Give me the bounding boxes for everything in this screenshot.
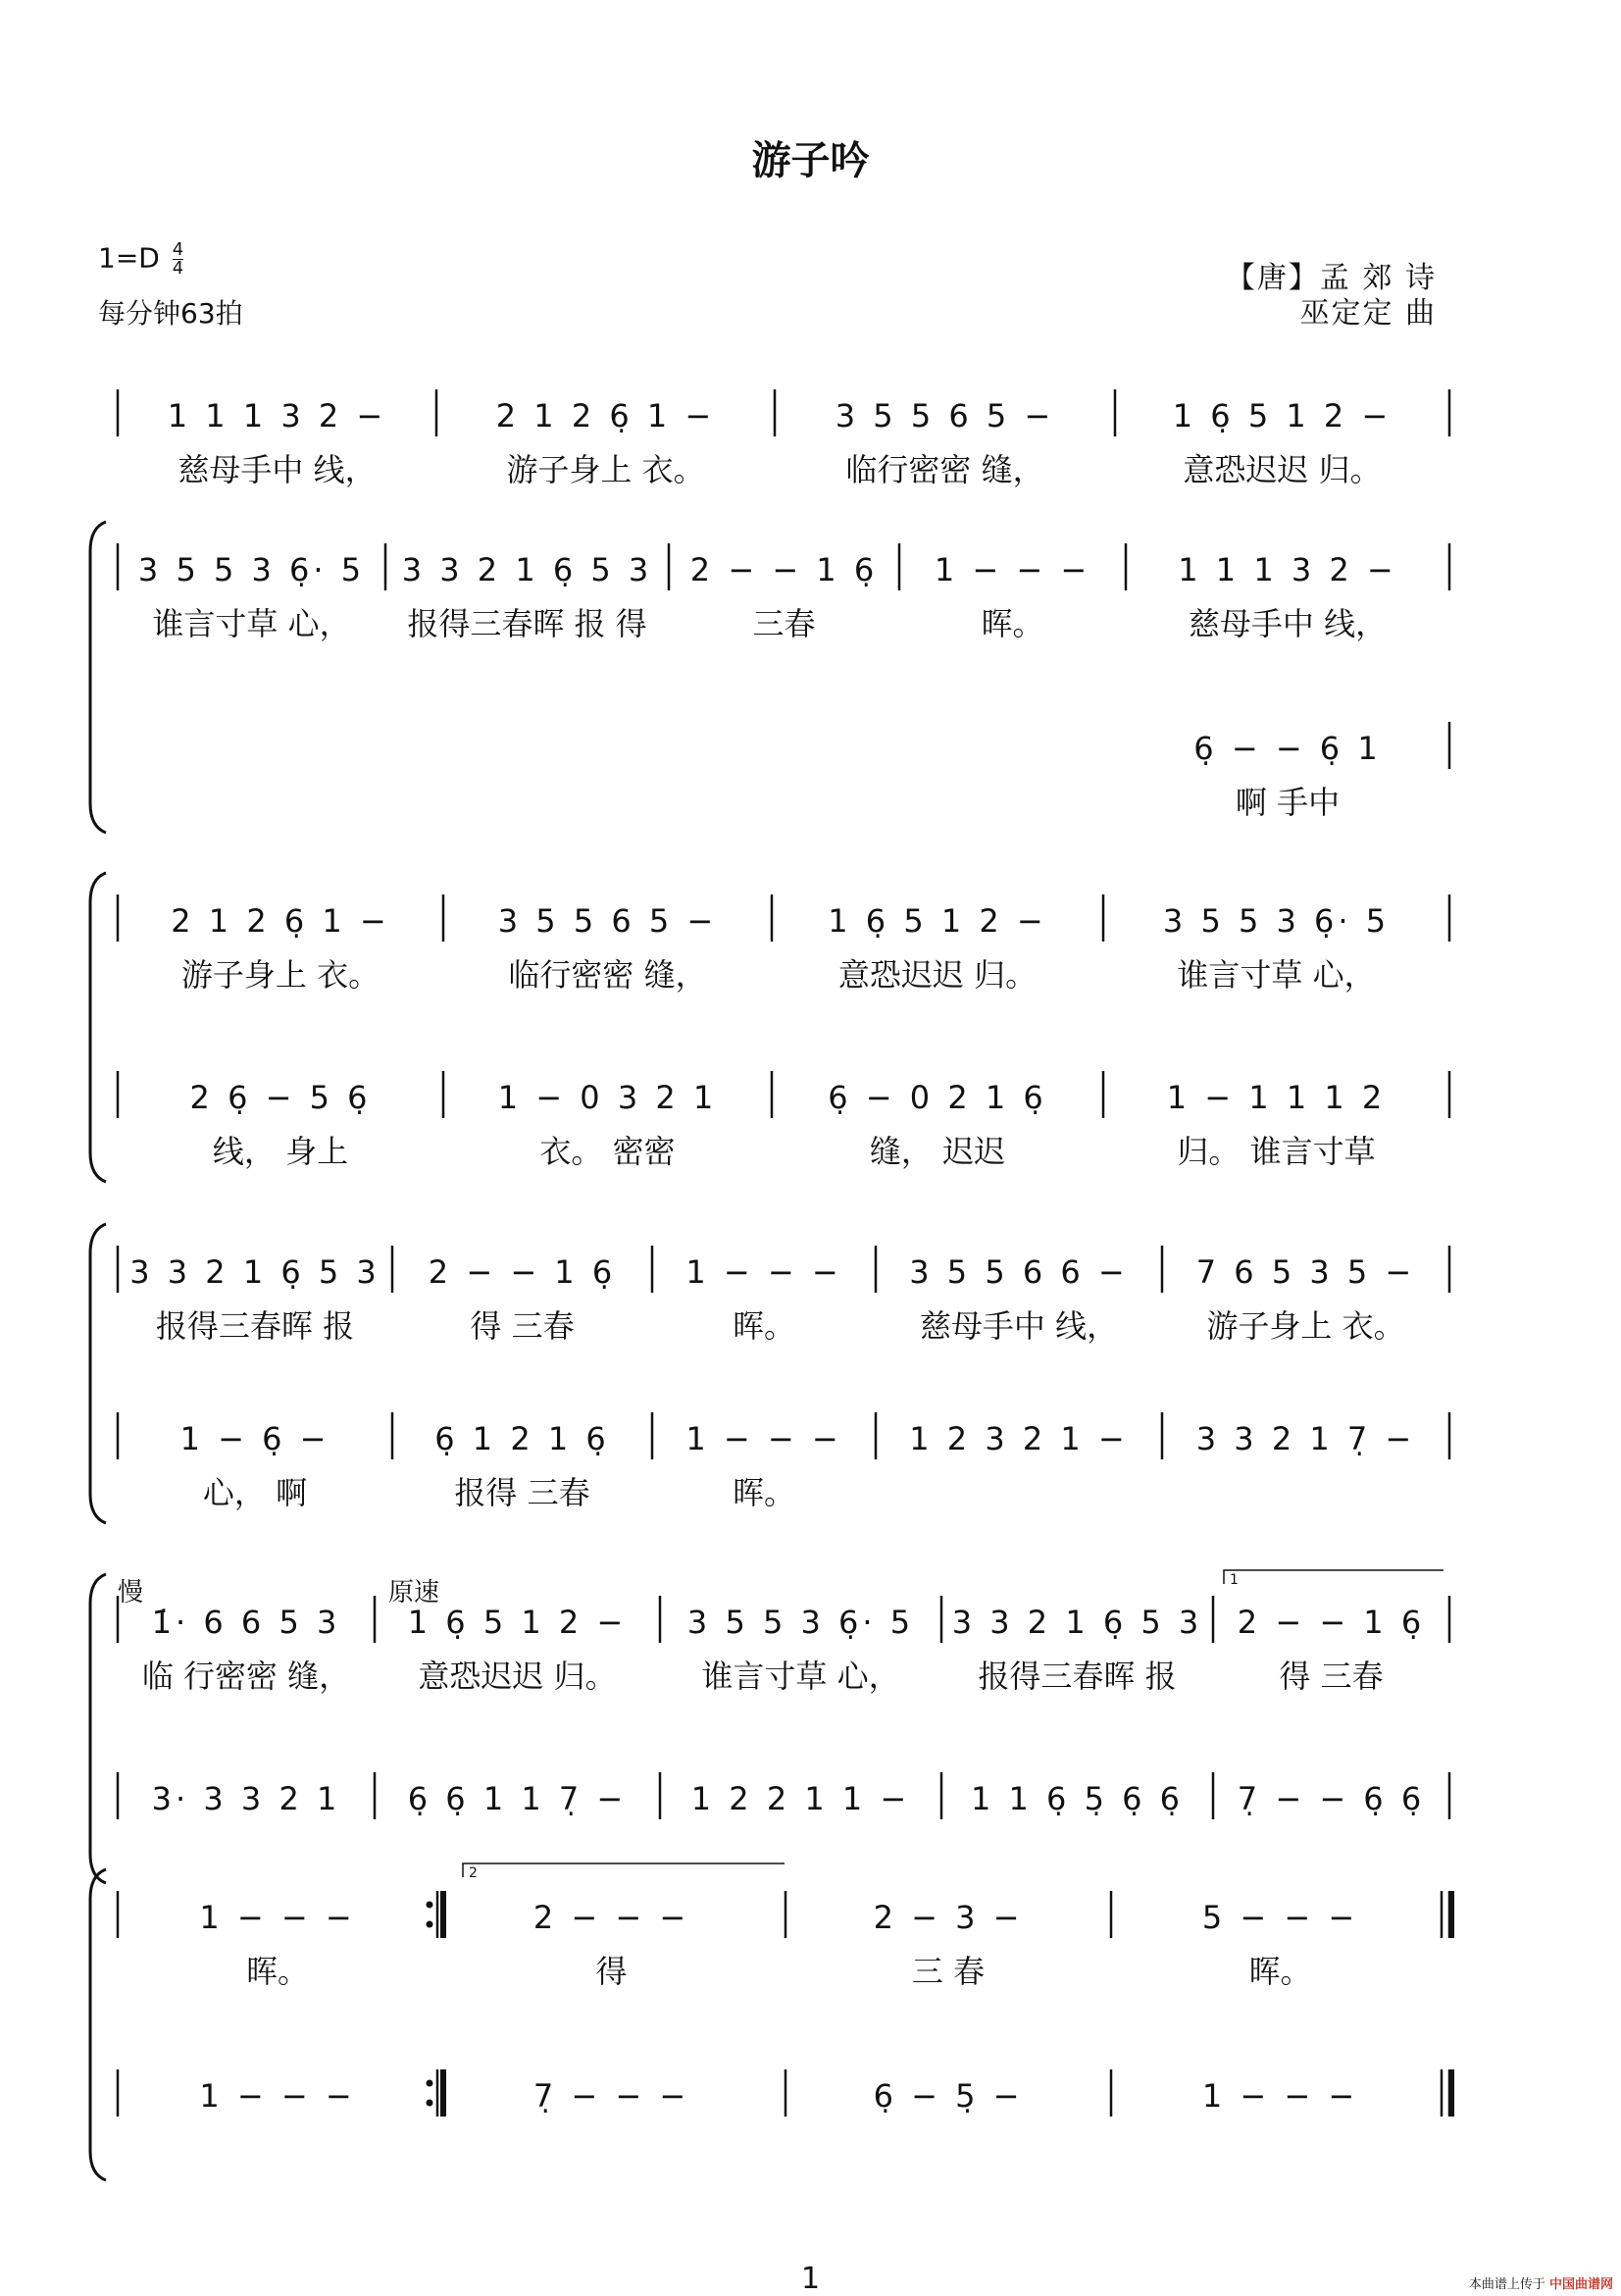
measure-notes: 6̣ 6̣ 1 1 7̣ −	[407, 1780, 628, 1817]
measure-notes: 7 6 5 3 5 −	[1195, 1253, 1416, 1291]
lyric-text: 临 行密密 缝，	[141, 1658, 351, 1695]
poet-attribution: 【唐】孟 郊 诗	[1225, 261, 1437, 295]
volta-ending-2	[463, 1863, 785, 1877]
lyric-text: 晖。	[732, 1474, 796, 1511]
measure-notes: 2 1 2 6̣ 1 −	[495, 397, 716, 434]
upload-footer	[1469, 2273, 1613, 2292]
system-bracket	[90, 873, 106, 1182]
measure-notes: 3 5 5 3 6̣· 5	[1162, 902, 1391, 940]
measure-notes: 3 3 2 1 6̣ 5 3	[951, 1604, 1203, 1641]
measure-notes: 1 − − −	[934, 551, 1091, 588]
footer-text: 本曲谱上传于	[1468, 2277, 1545, 2292]
measure-notes: 3 5 5 3 6̣· 5	[686, 1604, 915, 1641]
key-label: 1=D	[98, 241, 160, 275]
lyric-text: 三 春	[911, 1953, 986, 1990]
lyric-text: 报得三春晖 报	[978, 1658, 1177, 1695]
lyric-text: 晖。	[732, 1307, 796, 1345]
measure-notes: 6̣ − 5̣ −	[873, 2077, 1024, 2115]
slow-tempo-mark: 慢	[118, 1578, 144, 1607]
repeat-dot	[427, 2100, 433, 2107]
lyric-text: 报得三春晖 报	[155, 1307, 355, 1345]
measure-notes: 1 − − −	[199, 2077, 356, 2115]
system-bracket	[90, 1869, 106, 2180]
lyric-text: 谁言寸草 心，	[701, 1658, 900, 1695]
composer-attribution: 巫定定 曲	[1299, 296, 1437, 331]
measure-notes: 1 − 6̣ −	[179, 1420, 330, 1457]
measure-notes: 1 − 1 1 1 2	[1166, 1079, 1387, 1116]
measure-notes: 3· 3 3 2 1	[151, 1780, 341, 1817]
lyric-text: 游子身上 衣。	[180, 956, 380, 994]
lyric-text: 临行密密 缝，	[845, 451, 1044, 488]
measure-notes: 2 6̣ − 5 6̣	[189, 1079, 372, 1116]
lyric-text: 晖。	[245, 1953, 310, 1990]
measure-notes: 6̣ − − 6̣ 1	[1193, 730, 1382, 767]
time-signature-denominator: 4	[172, 258, 184, 279]
measure-notes: 2 − − 1 6̣	[689, 551, 879, 588]
measure-notes: 1 − − −	[1201, 2077, 1359, 2115]
measure-notes: 3 5 5 6 5 −	[835, 397, 1055, 434]
volta-ending-2-label: 2	[469, 1865, 478, 1881]
song-title: 游子吟	[751, 138, 870, 183]
lyric-text: 慈母手中 线，	[177, 451, 377, 488]
lyric-text: 得 三春	[470, 1307, 575, 1345]
measure-notes: 1 1 6̣ 5̣ 6̣ 6̣	[970, 1780, 1185, 1817]
repeat-dot	[427, 1902, 433, 1909]
system-bracket	[90, 522, 106, 833]
lyric-text: 谁言寸草 心，	[1177, 956, 1376, 994]
original-tempo-mark: 原速	[388, 1578, 440, 1607]
measure-notes: 5 − − −	[1201, 1899, 1359, 1936]
measure-notes: 1 − − −	[685, 1420, 842, 1457]
lyric-text: 归。 谁言寸草	[1177, 1133, 1376, 1170]
measure-notes: 3 5 5 6 5 −	[497, 902, 718, 940]
footer-brand: 中国曲谱网	[1548, 2277, 1613, 2292]
lyric-text: 得 三春	[1279, 1658, 1384, 1695]
measure-notes: 1 − − −	[199, 1899, 356, 1936]
system-bracket	[90, 1224, 106, 1523]
lyric-text: 啊 手中	[1235, 784, 1341, 821]
lyric-text: 意恐迟迟 归。	[418, 1658, 617, 1695]
measure-notes: 2 1 2 6̣ 1 −	[171, 902, 390, 940]
measure-notes: 7̣ − − −	[532, 2077, 690, 2115]
lyric-text: 三春	[752, 605, 816, 642]
measure-notes: 1 2 2 1 1 −	[690, 1780, 911, 1817]
lyric-text: 临行密密 缝，	[508, 956, 707, 994]
lyric-text: 谁言寸草 心，	[152, 605, 351, 642]
measure-notes: 3 5 5 3 6̣· 5	[137, 551, 366, 588]
lyric-text: 晖。	[981, 605, 1044, 642]
system-bracket	[90, 1574, 106, 1883]
volta-ending-1	[1224, 1570, 1444, 1584]
tempo-marking: 每分钟63拍	[98, 297, 243, 330]
measure-notes: 1 − − −	[685, 1253, 842, 1291]
lyric-text: 得	[595, 1953, 628, 1990]
lyric-text: 游子身上 衣。	[506, 451, 705, 488]
measure-notes: 1 6̣ 5 1 2 −	[407, 1604, 628, 1641]
measure-notes: 2 − 3 −	[873, 1899, 1024, 1936]
lyric-text: 心， 啊	[202, 1474, 308, 1511]
measure-notes: 6̣ 1 2 1 6̣	[434, 1420, 610, 1457]
lyric-text: 衣。 密密	[539, 1133, 676, 1170]
measure-notes: 1 2 3 2 1 −	[909, 1420, 1129, 1457]
measure-notes: 1 − 0 3 2 1	[497, 1079, 718, 1116]
measure-notes: 1̇· 6 6 5 3	[151, 1604, 341, 1641]
lyric-text: 报得 三春	[454, 1474, 590, 1511]
measure-notes: 1 1 1 3 2 −	[1178, 551, 1397, 588]
measure-notes: 3 3 2 1 7̣ −	[1195, 1420, 1416, 1457]
measure-notes: 1 6̣ 5 1 2 −	[828, 902, 1047, 940]
page-number: 1	[800, 2262, 821, 2296]
repeat-dot	[427, 2080, 433, 2087]
lyric-text: 游子身上 衣。	[1206, 1307, 1405, 1345]
volta-ending-1-label: 1	[1230, 1572, 1239, 1588]
lyric-text: 线， 身上	[212, 1133, 349, 1170]
measure-notes: 7̣ − − 6̣ 6̣	[1237, 1780, 1426, 1817]
lyric-text: 意恐迟迟 归。	[1183, 451, 1382, 488]
lyric-text: 意恐迟迟 归。	[837, 956, 1038, 994]
measure-notes: 3 3 2 1 6̣ 5 3	[129, 1253, 380, 1291]
measure-notes: 3 3 2 1 6̣ 5 3	[401, 551, 653, 588]
measure-notes: 2 − − 1 6̣	[428, 1253, 617, 1291]
lyric-text: 慈母手中 线，	[1188, 605, 1388, 642]
lyric-text: 缝， 迟迟	[869, 1133, 1006, 1170]
time-signature-numerator: 4	[172, 239, 184, 260]
measure-notes: 2 − − 1 6̣	[1237, 1604, 1426, 1641]
lyric-text: 报得三春晖 报 得	[407, 605, 647, 642]
measure-notes: 1 6̣ 5 1 2 −	[1172, 397, 1393, 434]
lyric-text: 晖。	[1248, 1953, 1312, 1990]
measure-notes: 6̣ − 0 2 1 6̣	[828, 1079, 1047, 1116]
measure-notes: 2 − − −	[532, 1899, 690, 1936]
lyric-text: 慈母手中 线，	[919, 1307, 1119, 1345]
repeat-dot	[427, 1921, 433, 1928]
measure-notes: 1 1 1 3 2 −	[167, 397, 387, 434]
measure-notes: 3 5 5 6 6 −	[909, 1253, 1129, 1291]
